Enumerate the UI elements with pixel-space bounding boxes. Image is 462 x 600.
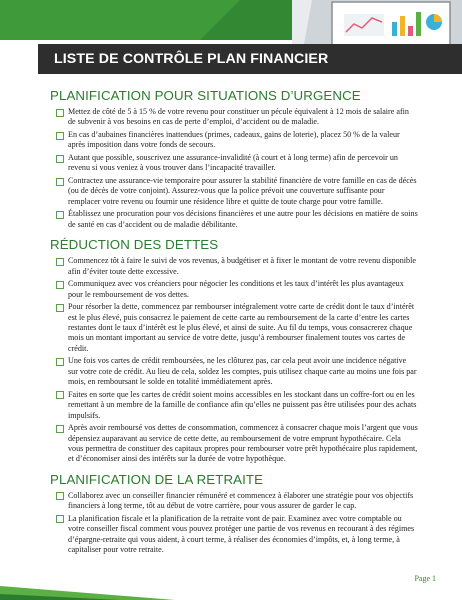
list-item: Autant que possible, souscrivez une assurance-invalidité (à court et à long terme) afin de percevoir un revenu si vous veniez à vous trouver dans l’incapacité travailler.	[50, 153, 418, 174]
checkbox-icon[interactable]	[56, 515, 64, 523]
list-item: Établissez une procuration pour vos décisions financières et une autre pour les décisions en matière de soins de santé en cas d’accident ou de maladie débilitante.	[50, 209, 418, 230]
page-title: LISTE DE CONTRÔLE PLAN FINANCIER	[54, 51, 329, 67]
section-heading: RÉDUCTION DES DETTES	[50, 237, 219, 253]
list-item: Une fois vos cartes de crédit remboursées, ne les clôturez pas, car cela peut avoir une incidence négative sur votre cote de crédit. Au lieu de cela, soldez les comptes, puis utilisez chaque carte au moins une fois par mois, en remboursant le solde en totalité immédiatement après.	[50, 356, 418, 387]
list-item: Communiquez avec vos créanciers pour négocier les conditions et les taux d’intérêt les plus avantageux pour le remboursement de vos dettes.	[50, 279, 418, 300]
checkbox-icon[interactable]	[56, 492, 64, 500]
section-heading: PLANIFICATION DE LA RETRAITE	[50, 471, 264, 487]
page-number: Page 1	[414, 574, 436, 583]
checkbox-icon[interactable]	[56, 132, 64, 140]
checkbox-icon[interactable]	[56, 155, 64, 163]
list-item: Mettez de côté de 5 à 15 % de votre revenu pour constituer un pécule équivalent à 12 mois de salaire afin de subvenir à vos besoins en cas de perte d’emploi, d’accident ou de maladie.	[50, 107, 418, 128]
checkbox-icon[interactable]	[56, 211, 64, 219]
checkbox-icon[interactable]	[56, 304, 64, 312]
list-item: En cas d’aubaines financières inattendues (primes, cadeaux, gains de loterie), placez 50 % de la valeur après imposition dans votre fonds de secours.	[50, 130, 418, 151]
checkbox-icon[interactable]	[56, 109, 64, 117]
section-emergency	[50, 88, 418, 230]
list-item: Contractez une assurance-vie temporaire pour assurer la stabilité financière de votre famille en cas de décès (ou de décès de votre conjoint). Assurez-vous que la police prévoit une couverture suffisante pour remplacer votre revenu ou fournir une résidence libre et quitte de toute charge pour votre famille.	[50, 176, 418, 207]
checkbox-icon[interactable]	[56, 281, 64, 289]
list-item: Pour résorber la dette, commencez par rembourser intégralement votre carte de crédit dont le taux d’intérêt est le plus élevé, puis consacrez le paiement de cette carte au remboursement de la carte d’entre les cartes restantes dont le taux d’intérêt est le plus élevé, et ainsi de suite. Au fil du temps, vous consacrerez chaque mois un montant important au service de votre dette, jusqu’à rembourser finalement toutes vos cartes de crédit.	[50, 302, 418, 354]
section-heading: PLANIFICATION POUR SITUATIONS D’URGENCE	[50, 88, 361, 103]
list-item: La planification fiscale et la planification de la retraite vont de pair. Examinez avec votre comptable ou votre conseiller fiscal comment vous pouvez protéger une partie de vos revenus en recourant à des régimes d’épargne-retraite qui vous aident, à court terme, à réaliser des économies d’impôts, et, à long terme, à capitaliser pour votre retraite.	[50, 514, 418, 556]
footer-decoration	[0, 540, 462, 600]
checkbox-icon[interactable]	[56, 258, 64, 266]
section-debt	[50, 237, 418, 465]
checkbox-icon[interactable]	[56, 358, 64, 366]
list-item: Faites en sorte que les cartes de crédit soient moins accessibles en les stockant dans un coffre-fort ou en les remettant à un membre de la famille de confiance afin qu’elles ne puissent pas être utilisées pour des achats impulsifs.	[50, 390, 418, 421]
checkbox-icon[interactable]	[56, 178, 64, 186]
list-item: Après avoir remboursé vos dettes de consommation, commencez à consacrer chaque mois l’argent que vous dépensiez auparavant au service de cette dette, au remboursement de votre emprunt hypothécaire. Cela vous permettra de constituer des capitaux propres pour rembourser votre prêt hypothécaire plus rapidement, et d’économiser ainsi des intérêts sur la durée de votre hypothèque.	[50, 423, 418, 465]
checkbox-icon[interactable]	[56, 391, 64, 399]
list-item: Collaborez avec un conseiller financier rémunéré et commencez à élaborer une stratégie pour vos objectifs financiers à long terme, tôt au début de votre carrière, pour vous assurer de garder le cap.	[50, 491, 418, 512]
list-item: Commencez tôt à faire le suivi de vos revenus, à budgétiser et à fixer le montant de votre revenu disponible afin d’éviter toute dette excessive.	[50, 256, 418, 277]
checklist-content	[50, 88, 418, 563]
checkbox-icon[interactable]	[56, 425, 64, 433]
